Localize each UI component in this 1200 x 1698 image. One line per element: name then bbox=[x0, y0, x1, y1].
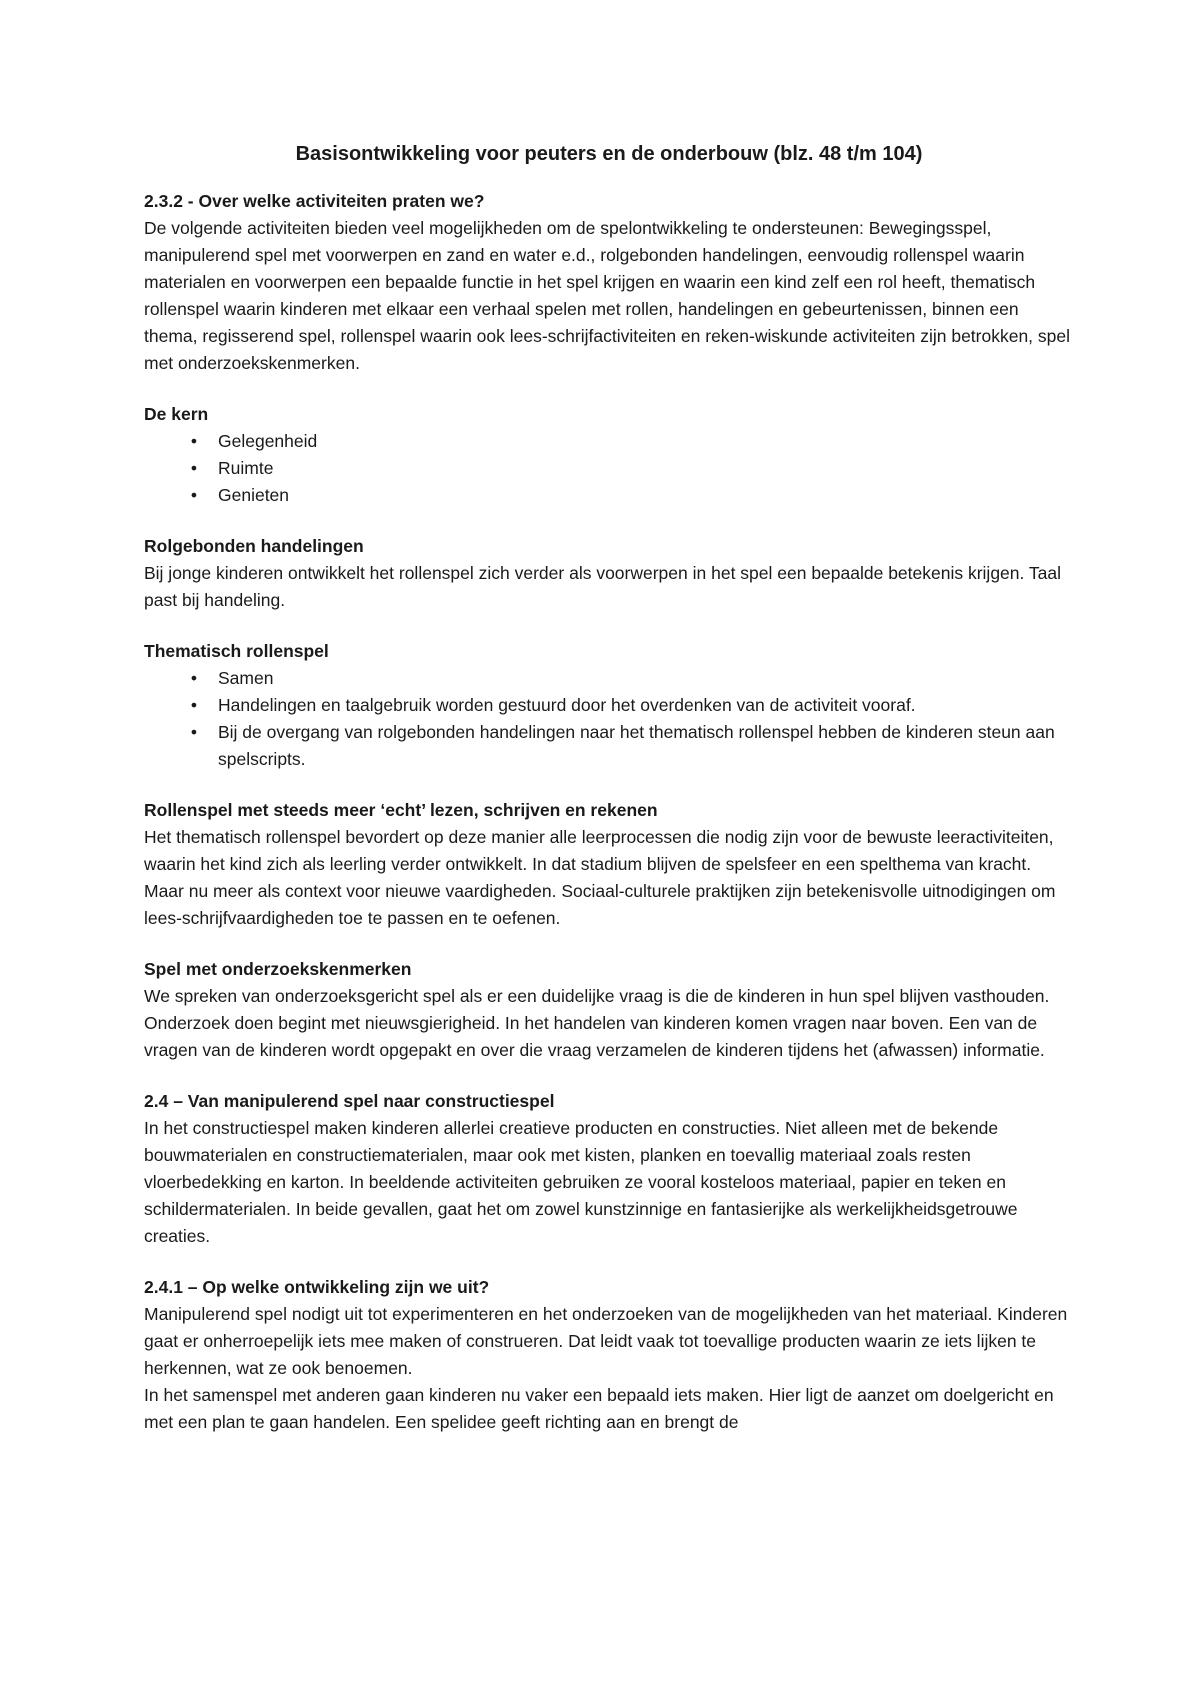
document-title: Basisontwikkeling voor peuters en de onderbouw (blz. 48 t/m 104) bbox=[295, 143, 923, 165]
section-heading: 2.3.2 - Over welke activiteiten praten we? bbox=[144, 191, 485, 211]
section-heading: Rolgebonden handelingen bbox=[144, 536, 364, 556]
section-heading: Spel met onderzoekskenmerken bbox=[144, 959, 412, 979]
bullet-icon: • bbox=[190, 722, 198, 742]
section-heading: 2.4 – Van manipulerend spel naar constructiespel bbox=[144, 1091, 555, 1111]
bullet-icon: • bbox=[190, 458, 198, 478]
section-paragraph: In het constructiespel maken kinderen allerlei creatieve producten en constructies. Niet alleen met de bekende bouwmaterialen en constructiematerialen, maar ook met kisten, planken en toevallig materiaal zoals resten vloerbedekking en karton. In beeldende activiteiten gebruiken ze vooral kosteloos materiaal, papier en teken en schildermaterialen. In beide gevallen, gaat het om zowel kunstzinnige en fantasierijke als werkelijkheidsgetrouwe creaties. bbox=[144, 1118, 1018, 1246]
section-2-4-1 bbox=[144, 1274, 1074, 1436]
bullet-icon: • bbox=[190, 485, 198, 505]
list-item-text: Gelegenheid bbox=[218, 431, 318, 451]
section-heading: 2.4.1 – Op welke ontwikkeling zijn we uit? bbox=[144, 1277, 490, 1297]
list-item-text: Bij de overgang van rolgebonden handelingen naar het thematisch rollenspel hebben de kinderen steun aan spelscripts. bbox=[218, 722, 1055, 769]
list-item bbox=[144, 482, 1074, 509]
list-item-text: Ruimte bbox=[218, 458, 274, 478]
list-item-text: Genieten bbox=[218, 485, 290, 505]
section-paragraph: Manipulerend spel nodigt uit tot experimenteren en het onderzoeken van de mogelijkheden van het materiaal. Kinderen gaat er onherroepelijk iets mee maken of construeren. Dat leidt vaak tot toevallige producten waarin ze iets lijken te herkennen, wat ze ook benoemen. bbox=[144, 1304, 1068, 1378]
section-2-4 bbox=[144, 1088, 1074, 1250]
list-item bbox=[144, 455, 1074, 482]
section-heading: De kern bbox=[144, 404, 209, 424]
bullet-icon: • bbox=[190, 695, 198, 715]
section-rollenspel-echt bbox=[144, 797, 1074, 932]
document-page bbox=[144, 140, 1074, 1460]
list-item bbox=[144, 692, 1074, 719]
section-paragraph: We spreken van onderzoeksgericht spel als er een duidelijke vraag is die de kinderen in hun spel blijven vasthouden. Onderzoek doen begint met nieuwsgierigheid. In het handelen van kinderen komen vragen naar boven. Een van de vragen van de kinderen wordt opgepakt en over die vraag verzamelen de kinderen tijdens het (afwassen) informatie. bbox=[144, 986, 1050, 1060]
section-paragraph: Bij jonge kinderen ontwikkelt het rollenspel zich verder als voorwerpen in het spel een bepaalde betekenis krijgen. Taal past bij handeling. bbox=[144, 563, 1062, 610]
bullet-icon: • bbox=[190, 668, 198, 688]
list-item bbox=[144, 665, 1074, 692]
bullet-list bbox=[144, 665, 1074, 773]
section-thematisch-rollenspel bbox=[144, 638, 1074, 773]
list-item bbox=[144, 719, 1074, 773]
section-rolgebonden-handelingen bbox=[144, 533, 1074, 614]
list-item-text: Handelingen en taalgebruik worden gestuurd door het overdenken van de activiteit vooraf. bbox=[218, 695, 916, 715]
section-paragraph: Het thematisch rollenspel bevordert op deze manier alle leerprocessen die nodig zijn voor de bewuste leeractiviteiten, waarin het kind zich als leerling verder ontwikkelt. In dat stadium blijven de spelsfeer en een spelthema van kracht. Maar nu meer als context voor nieuwe vaardigheden. Sociaal-culturele praktijken zijn betekenisvolle uitnodigingen om lees-schrijfvaardigheden toe te passen en te oefenen. bbox=[144, 827, 1056, 928]
section-2-3-2 bbox=[144, 188, 1074, 377]
bullet-icon: • bbox=[190, 431, 198, 451]
section-heading: Rollenspel met steeds meer ‘echt’ lezen, schrijven en rekenen bbox=[144, 800, 658, 820]
section-heading: Thematisch rollenspel bbox=[144, 641, 329, 661]
section-onderzoekskenmerken bbox=[144, 956, 1074, 1064]
section-paragraph: In het samenspel met anderen gaan kinderen nu vaker een bepaald iets maken. Hier ligt de aanzet om doelgericht en met een plan te gaan handelen. Een spelidee geeft richting aan en brengt de bbox=[144, 1385, 1054, 1432]
section-paragraph: De volgende activiteiten bieden veel mogelijkheden om de spelontwikkeling te ondersteunen: Bewegingsspel, manipulerend spel met voorwerpen en zand en water e.d., rolgebonden handelingen, eenvoudig rollenspel waarin materialen en voorwerpen een bepaalde functie in het spel krijgen en waarin een kind zelf een rol heeft, thematisch rollenspel waarin kinderen met elkaar een verhaal spelen met rollen, handelingen en gebeurtenissen, binnen een thema, regisserend spel, rollenspel waarin ook lees-schrijfactiviteiten en reken-wiskunde activiteiten zijn betrokken, spel met onderzoekskenmerken. bbox=[144, 218, 1071, 373]
bullet-list bbox=[144, 428, 1074, 509]
list-item bbox=[144, 428, 1074, 455]
list-item-text: Samen bbox=[218, 668, 274, 688]
section-de-kern bbox=[144, 401, 1074, 509]
